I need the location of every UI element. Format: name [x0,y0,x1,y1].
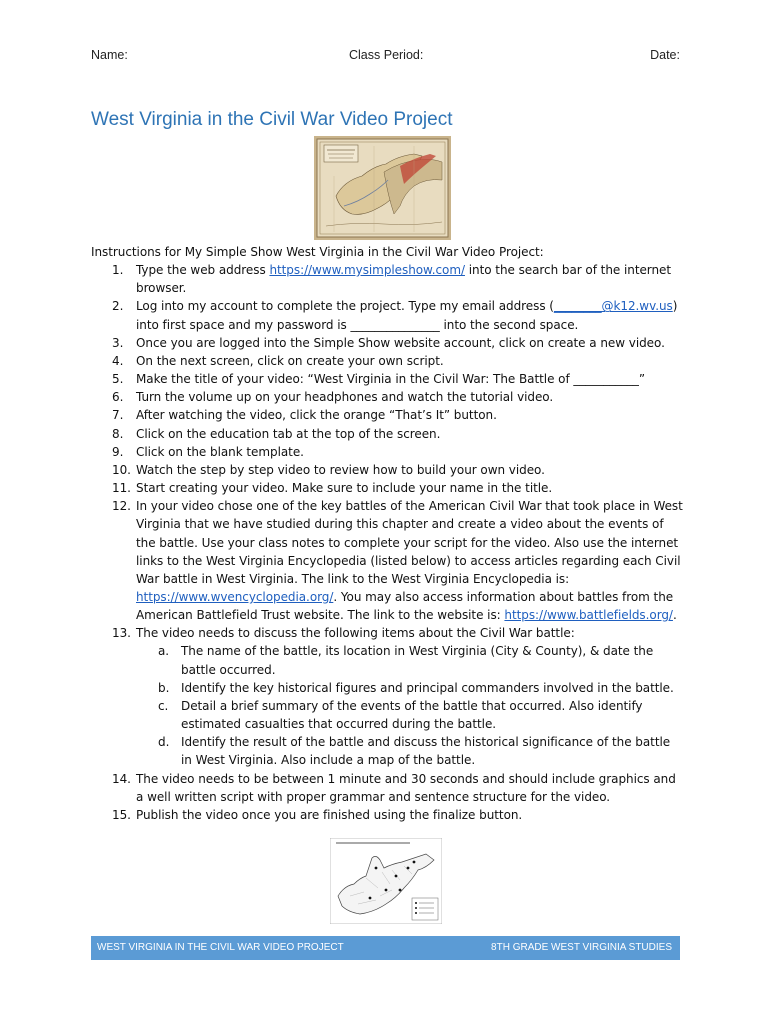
step-number: 4. [112,353,124,368]
step-number: 5. [112,372,124,387]
step-number: 8. [112,426,124,441]
wvencyclopedia-link[interactable]: https://www.wvencyclopedia.org/ [136,589,334,604]
mysimpleshow-link[interactable]: https://www.mysimpleshow.com/ [269,263,465,278]
step-1 [91,261,683,297]
battle-items-list [136,642,683,769]
step-number: 2. [112,299,124,314]
step-3 [91,334,683,352]
step-number: 9. [112,444,124,459]
step-number: 6. [112,390,124,405]
footer-project-title: WEST VIRGINIA IN THE CIVIL WAR VIDEO PROJECT [97,942,344,953]
step-text: Start creating your video. Make sure to include your name in the title. [136,481,553,496]
step-7 [91,406,683,424]
step-text: Make the title of your video: “West Virginia in the Civil War: The Battle of ___________” [136,372,646,387]
name-label: Name: [91,48,128,62]
step-15 [91,806,683,824]
class-period-label: Class Period: [349,48,424,62]
date-label: Date: [650,48,680,62]
step-6 [91,388,683,406]
step-number: 14. [112,771,131,786]
step-2 [91,297,683,333]
sub-item-b [136,679,683,697]
step-text: The video needs to be between 1 minute and 30 seconds and should include graphics and a well written script with proper grammar and sentence structure for the video. [136,771,676,804]
sub-item-text: The name of the battle, its location in West Virginia (City & County), & date the battle occurred. [181,644,654,677]
step-text: into the search bar of the internet browser. [136,263,672,296]
page-title: West Virginia in the Civil War Video Project [91,109,453,130]
instruction-steps [91,261,683,824]
battlefields-link[interactable]: https://www.battlefields.org/ [504,608,673,623]
step-text: Type the web address [136,263,270,278]
step-5 [91,370,683,388]
page-header [91,48,680,66]
step-text: . You may also access information about battles from the American Battlefield Trust website. The link to the website is: [136,589,674,623]
west-virginia-historical-map [314,136,451,240]
step-number: 13. [112,626,131,641]
step-text: Log into my account to complete the project. Type my email address ( [136,299,554,314]
page-footer [91,936,680,960]
step-10 [91,461,683,479]
sub-item-text: Identify the key historical figures and principal commanders involved in the battle. [181,680,674,695]
sub-item-d [136,733,683,769]
step-9 [91,443,683,461]
step-text: ) into first space and my password is _______________ into the second space. [136,299,678,332]
step-text: After watching the video, click the orange “That’s It” button. [136,408,497,423]
sub-item-letter: c. [158,698,169,713]
step-text: Once you are logged into the Simple Show website account, click on create a new video. [136,335,665,350]
sub-item-text: Identify the result of the battle and discuss the historical significance of the battle in West Virginia. Also include a map of the battle. [181,735,671,768]
step-text: Watch the step by step video to review how to build your own video. [136,462,545,477]
step-number: 10. [112,462,131,477]
step-11 [91,479,683,497]
sub-item-letter: b. [158,680,170,695]
email-link[interactable]: ________@k12.wv.us [553,299,673,314]
step-text: Turn the volume up on your headphones and watch the tutorial video. [136,390,554,405]
step-4 [91,352,683,370]
sub-item-a [136,642,683,678]
step-number: 1. [112,263,124,278]
step-number: 15. [112,807,131,822]
sub-item-c [136,697,683,733]
step-number: 7. [112,408,124,423]
step-number: 11. [112,481,131,496]
step-13 [91,624,683,769]
step-14 [91,770,683,806]
sub-item-text: Detail a brief summary of the events of the battle that occurred. Also identify estimated casualties that occurred during the battle. [181,698,643,732]
step-number: 12. [112,499,131,514]
sub-item-letter: a. [158,644,170,659]
step-text: Click on the blank template. [136,444,304,459]
instructions-section [91,243,683,824]
step-text: Publish the video once you are finished using the finalize button. [136,807,523,822]
step-12 [91,497,683,624]
step-text: Click on the education tab at the top of the screen. [136,426,441,441]
step-text: The video needs to discuss the following items about the Civil War battle: [136,626,575,641]
battles-of-west-virginia-map [330,838,442,924]
sub-item-letter: d. [158,735,170,750]
instructions-intro: Instructions for My Simple Show West Virginia in the Civil War Video Project: [91,245,544,259]
footer-course-title: 8TH GRADE WEST VIRGINIA STUDIES [491,942,672,953]
step-number: 3. [112,335,124,350]
step-text: In your video chose one of the key battles of the American Civil War that took place in West Virginia that we have studied during this chapter and create a video about the events of the battle. Use your class notes to complete your script for the video. Also use the internet links to the West Virginia Encyclopedia (listed below) to access articles regarding each Civil War battle in West Virginia. The link to the West Virginia Encyclopedia is: [136,499,683,586]
step-8 [91,425,683,443]
step-text: . [672,608,677,623]
step-text: On the next screen, click on create your own script. [136,353,444,368]
